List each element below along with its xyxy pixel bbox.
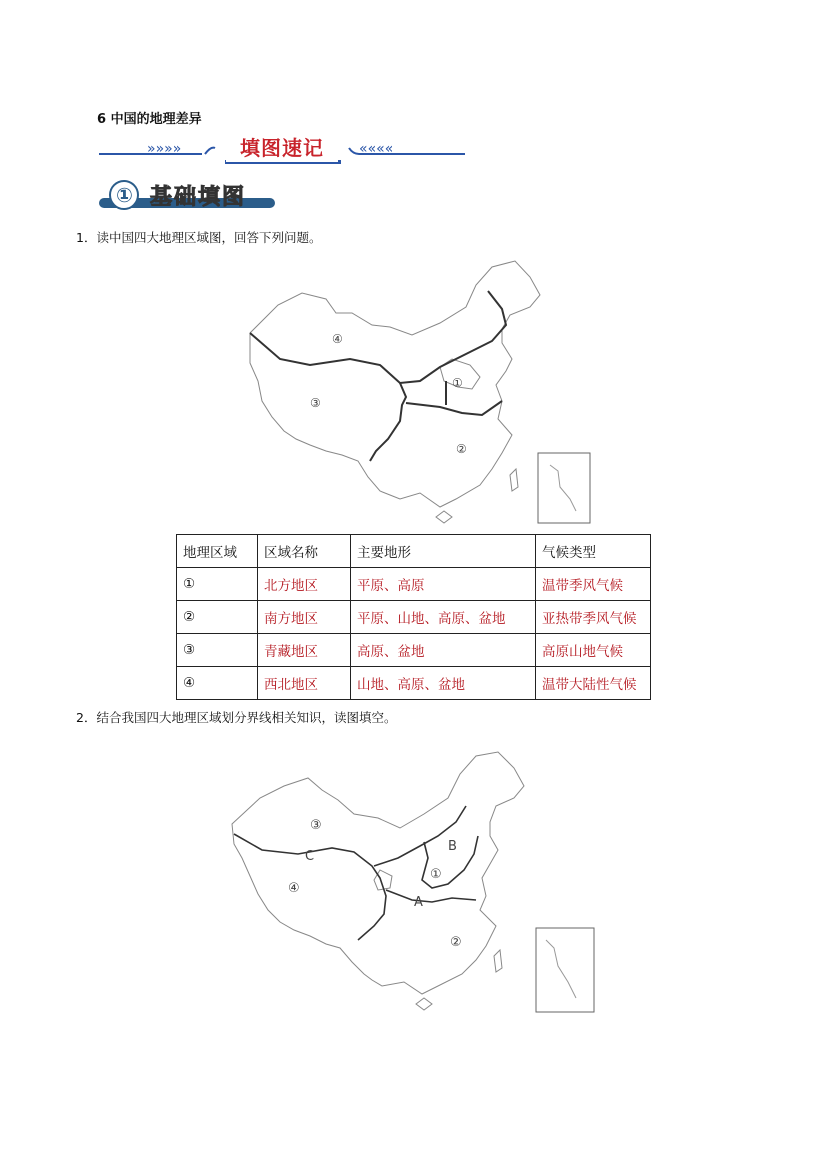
table-cell-answer: 南方地区	[258, 601, 351, 634]
question-1: 1．读中国四大地理区域图，回答下列问题。	[76, 230, 322, 245]
table-cell: ④	[177, 667, 258, 700]
table-cell-answer: 西北地区	[258, 667, 351, 700]
map1-label-3: ③	[310, 396, 321, 410]
svg-text:»»»»: »»»»	[147, 141, 182, 157]
table-header-cell: 主要地形	[351, 535, 536, 568]
section-number: ①	[116, 183, 133, 207]
region-table	[176, 534, 651, 700]
table-row	[177, 667, 651, 700]
table-cell-answer: 平原、高原	[351, 568, 536, 601]
svg-text:««««: ««««	[359, 141, 394, 157]
table-row	[177, 634, 651, 667]
table-cell: ②	[177, 601, 258, 634]
map1-label-1: ①	[452, 376, 463, 390]
map1-label-2: ②	[456, 442, 467, 456]
map2-label-A: A	[414, 895, 423, 910]
question-2: 2．结合我国四大地理区域划分界线相关知识，读图填空。	[76, 710, 397, 725]
table-cell-answer: 亚热带季风气候	[536, 601, 651, 634]
table-header-row	[177, 535, 651, 568]
map1-label-4: ④	[332, 332, 343, 346]
table-cell-answer: 温带大陆性气候	[536, 667, 651, 700]
china-regions-map-1	[240, 255, 610, 530]
china-regions-map-2	[228, 750, 606, 1020]
table-cell-answer: 北方地区	[258, 568, 351, 601]
map2-label-2: ②	[450, 935, 462, 950]
table-row	[177, 568, 651, 601]
table-cell-answer: 高原、盆地	[351, 634, 536, 667]
banner-label: 填图速记	[226, 134, 338, 162]
table-cell-answer: 高原山地气候	[536, 634, 651, 667]
map2-label-3: ③	[310, 818, 322, 833]
table-cell: ③	[177, 634, 258, 667]
table-header-cell: 地理区域	[177, 535, 258, 568]
map2-label-1: ①	[430, 867, 442, 882]
table-row	[177, 601, 651, 634]
chapter-title: 6 中国的地理差异	[97, 112, 202, 127]
table-cell: ①	[177, 568, 258, 601]
table-cell-answer: 平原、山地、高原、盆地	[351, 601, 536, 634]
section-label: 基础填图	[150, 185, 247, 210]
map2-label-4: ④	[288, 881, 300, 896]
table-cell-answer: 温带季风气候	[536, 568, 651, 601]
table-cell-answer: 山地、高原、盆地	[351, 667, 536, 700]
table-header-cell: 区域名称	[258, 535, 351, 568]
table-cell-answer: 青藏地区	[258, 634, 351, 667]
map2-label-B: B	[448, 839, 457, 854]
map2-label-C: C	[305, 849, 315, 864]
table-header-cell: 气候类型	[536, 535, 651, 568]
